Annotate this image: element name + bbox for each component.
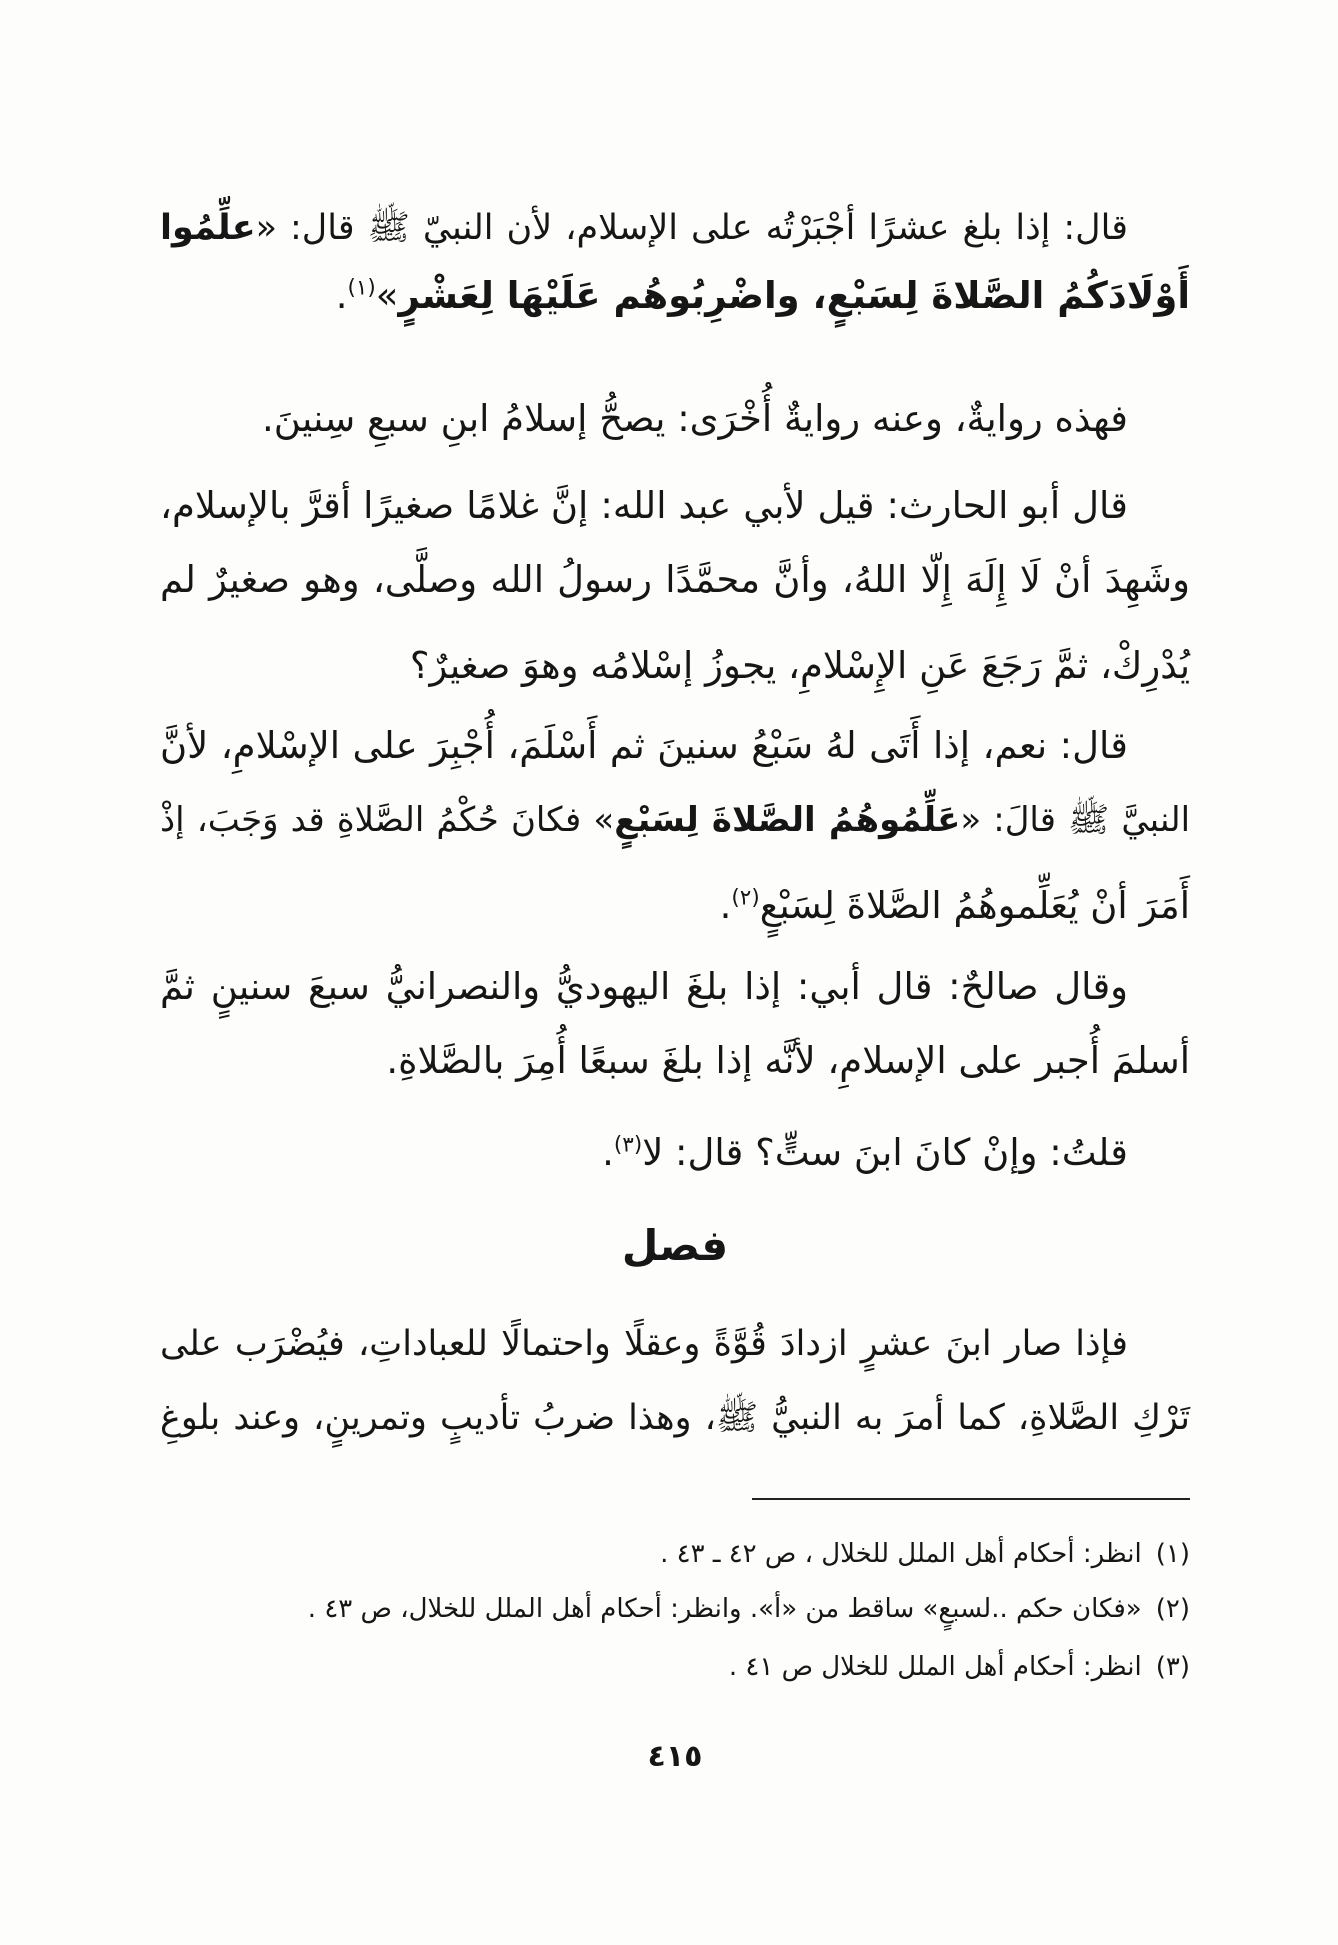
period: . (335, 274, 348, 317)
footnote-number: (٢) (1155, 1594, 1190, 1624)
p4-line-3 (160, 871, 1190, 941)
p4-line-2-start: النبيَّ ﷺ قالَ: « (960, 800, 1191, 840)
p3-line-1: قال أبو الحارث: قيل لأبي عبد الله: إنَّ غلامًا صغيرًا أقرَّ بالإسلام، (160, 484, 1128, 527)
footnote-text: انظر: أحكام أهل الملل للخلال ص ٤١ . (728, 1652, 1142, 1682)
p4-line-2 (160, 785, 1190, 855)
p4-line-2-end: » فكانَ حُكْمُ الصَّلاةِ قد وَجَبَ، إذْ (160, 800, 615, 840)
p6-line-1 (160, 1118, 1190, 1188)
p1-line-1 (160, 193, 1190, 263)
page-number: ٤١٥ (647, 1739, 703, 1774)
p1-line-1-text: قال: إذا بلغ عشرًا أجْبَرْتُه على الإسلام، لأن النبيّ ﷺ قال: « (255, 208, 1128, 248)
p4-line-3-text: أَمَرَ أنْ يُعَلِّموهُمُ الصَّلاةَ لِسَبْعٍ (759, 884, 1190, 927)
quote-close: » (375, 274, 399, 317)
p4-line-1: قال: نعم، إذا أَتَى لهُ سَبْعُ سنينَ ثم أَسْلَمَ، أُجْبِرَ على الإسْلامِ، لأنَّ (160, 724, 1128, 767)
hadith-quote-2: عَلِّمُوهُمُ الصَّلاةَ لِسَبْعٍ (614, 800, 961, 840)
p3-line-2: وشَهِدَ أنْ لَا إِلَهَ إِلّا اللهُ، وأنَّ محمَّدًا رسولُ الله وصلَّى، وهو صغيرٌ لم (160, 558, 1190, 601)
p1-line-2 (160, 261, 1190, 331)
p6-line-1-text: قلتُ: وإنْ كانَ ابنَ ستٍّ؟ قال: لا (642, 1131, 1128, 1174)
section-heading: فصل (621, 1221, 729, 1270)
footnote-marker-1[interactable]: (١) (347, 275, 376, 301)
footnote-2 (160, 1584, 1190, 1634)
footnote-separator (752, 1498, 1190, 1500)
period: . (602, 1131, 614, 1174)
p7-line-1: فإذا صار ابنَ عشرٍ ازدادَ قُوَّةً وعقلًا واحتمالًا للعباداتِ، فيُضْرَب على (160, 1324, 1128, 1364)
p3-line-3: يُدْرِكْ، ثمَّ رَجَعَ عَنِ الإِسْلامِ، يجوزُ إسْلامُه وهوَ صغيرٌ؟ (409, 644, 1190, 687)
period: . (719, 884, 732, 927)
footnote-marker-2[interactable]: (٢) (731, 885, 760, 911)
p7-line-2: تَرْكِ الصَّلاةِ، كما أمرَ به النبيُّ ﷺ، وهذا ضربُ تأديبٍ وتمرينٍ، وعند بلوغِ (160, 1398, 1190, 1438)
hadith-quote-continued: أَوْلَادَكُمُ الصَّلاةَ لِسَبْعٍ، واضْرِبُوهُم عَلَيْهَا لِعَشْرٍ (398, 274, 1190, 317)
hadith-quote: علِّمُوا (160, 208, 256, 248)
p5-line-2: أسلمَ أُجبر على الإسلامِ، لأنَّه إذا بلغَ سبعًا أُمِرَ بالصَّلاةِ. (386, 1039, 1190, 1082)
footnote-number: (١) (1155, 1539, 1190, 1569)
footnote-number: (٣) (1155, 1652, 1190, 1682)
footnote-3 (160, 1642, 1190, 1692)
footnote-text: انظر: أحكام أهل الملل للخلال ، ص ٤٢ ـ ٤٣ . (660, 1539, 1142, 1569)
footnote-marker-3[interactable]: (٣) (613, 1132, 643, 1158)
p5-line-1: وقال صالحٌ: قال أبي: إذا بلغَ اليهوديُّ والنصرانيُّ سبعَ سنينٍ ثمَّ (160, 965, 1128, 1008)
footnote-1 (160, 1529, 1190, 1579)
footnote-text: «فكان حكم ..لسبعٍ» ساقط من «أ». وانظر: أحكام أهل الملل للخلال، ص ٤٣ . (307, 1594, 1142, 1624)
p2-line-1: فهذه روايةٌ، وعنه روايةٌ أُخْرَى: يصحُّ إسلامُ ابنِ سبعِ سِنينَ. (262, 397, 1128, 440)
